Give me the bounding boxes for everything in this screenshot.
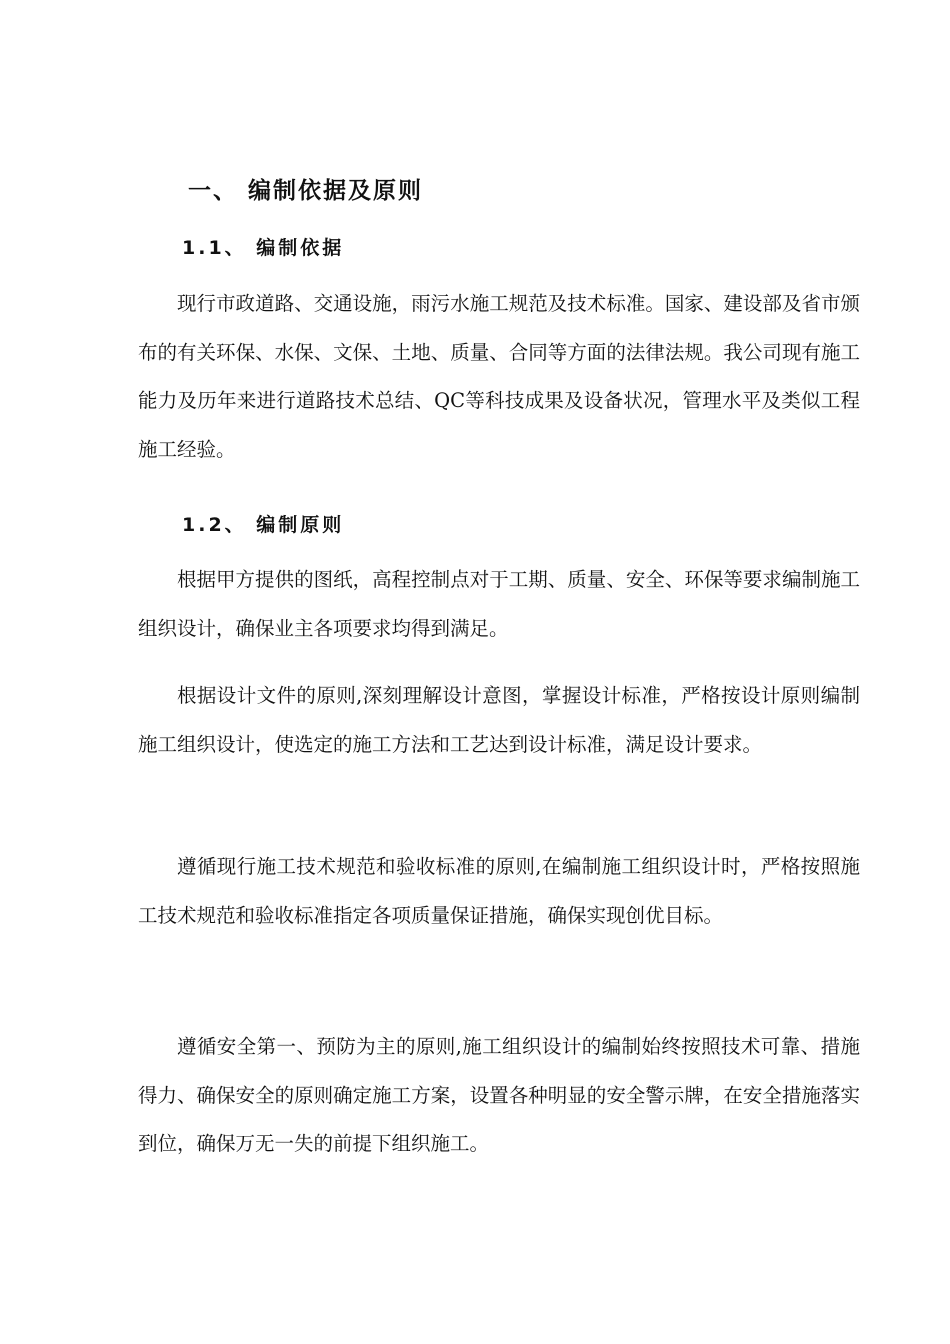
paragraph-principle-1: 根据甲方提供的图纸，高程控制点对于工期、质量、安全、环保等要求编制施工组织设计，确保业主各项要求均得到满足。 [138,568,860,640]
section-title: 一、 编制依据及原则 [188,178,424,204]
paragraph-principle-3: 遵循现行施工技术规范和验收标准的原则,在编制施工组织设计时，严格按照施工技术规范和验收标准指定各项质量保证措施，确保实现创优目标。 [138,855,860,927]
paragraph-principle-2: 根据设计文件的原则,深刻理解设计意图，掌握设计标准，严格按设计原则编制施工组织设计，使选定的施工方法和工艺达到设计标准，满足设计要求。 [138,684,860,756]
paragraph-basis: 现行市政道路、交通设施，雨污水施工规范及技术标准。国家、建设部及省市颁布的有关环保、水保、文保、土地、质量、合同等方面的法律法规。我公司现有施工能力及历年来进行道路技术总结、QC等科技成果及设备状况，管理水平及类似工程施工经验。 [138,292,860,461]
subsection-heading-basis: 1.1、 编制依据 [182,237,345,259]
paragraph-principle-4: 遵循安全第一、预防为主的原则,施工组织设计的编制始终按照技术可靠、措施得力、确保安全的原则确定施工方案，设置各种明显的安全警示牌，在安全措施落实到位，确保万无一失的前提下组织施工。 [138,1035,860,1155]
subsection-heading-principles: 1.2、 编制原则 [182,514,345,536]
